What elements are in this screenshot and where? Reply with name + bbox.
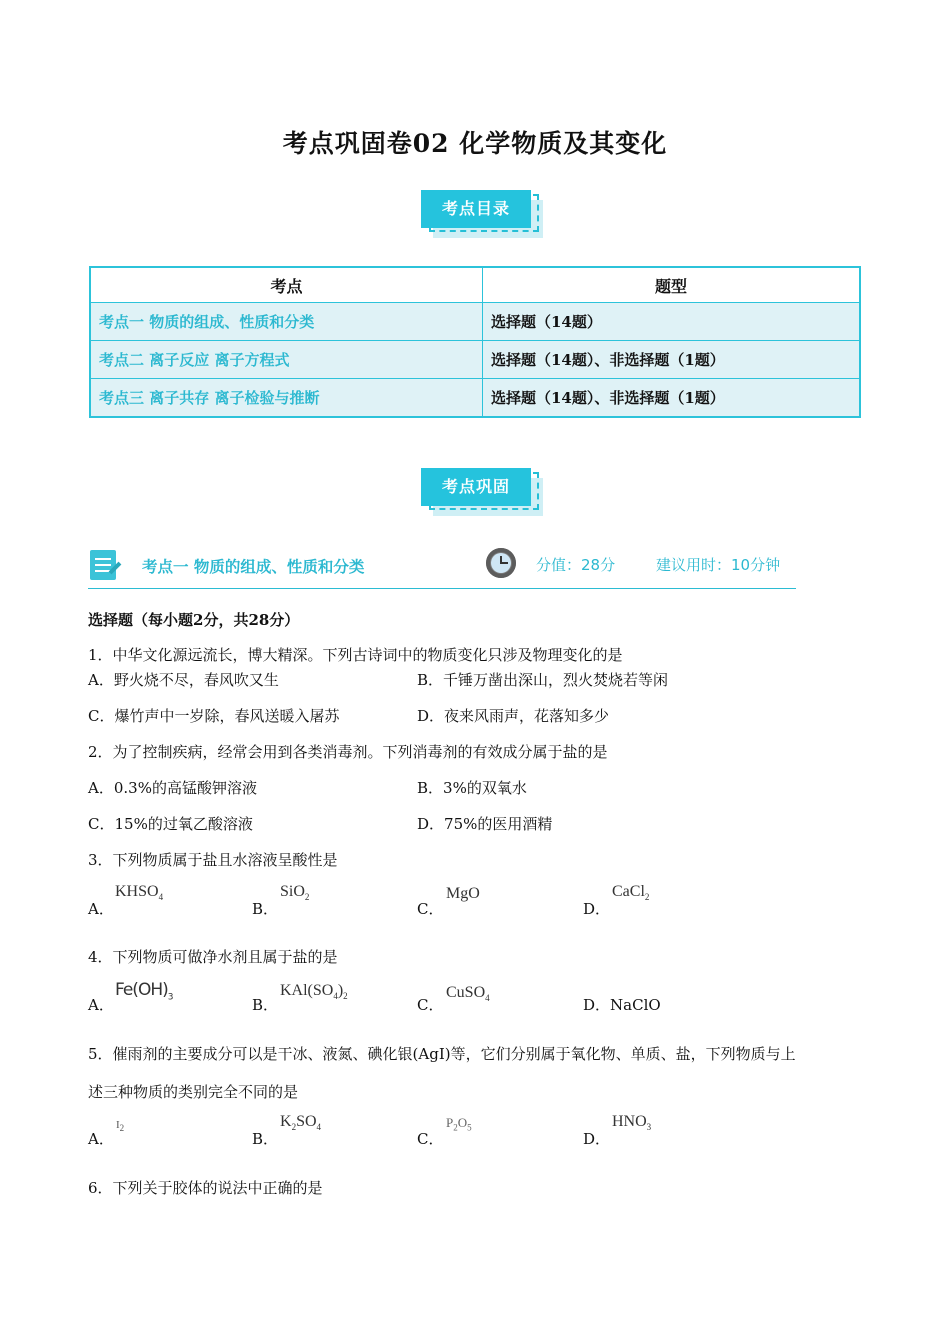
q3-formula-b: SiO$_2$ bbox=[280, 883, 310, 903]
toc-table bbox=[89, 266, 861, 418]
q1-option-d: D．夜来风雨声，花落知多少 bbox=[417, 707, 610, 725]
section-title: 考点一 物质的组成、性质和分类 bbox=[142, 557, 365, 576]
q1-option-c: C．爆竹声中一岁除，春风送暖入屠苏 bbox=[88, 707, 340, 725]
toc-type-2: 选择题（14题）、非选择题（1题） bbox=[483, 341, 861, 379]
toc-header-type: 题型 bbox=[483, 267, 861, 303]
q4-stem: 4．下列物质可做净水剂且属于盐的是 bbox=[88, 948, 338, 966]
q4-option-d: D．NaClO bbox=[583, 996, 661, 1014]
review-banner-label: 考点巩固 bbox=[421, 468, 531, 506]
document-icon bbox=[90, 550, 116, 580]
q5-option-c: C． bbox=[417, 1130, 444, 1148]
q3-option-b: B． bbox=[252, 900, 279, 918]
review-banner bbox=[421, 468, 547, 520]
toc-header-topic: 考点 bbox=[90, 267, 483, 303]
q3-stem: 3．下列物质属于盐且水溶液呈酸性是 bbox=[88, 851, 338, 869]
section-time: 建议用时：10分钟 bbox=[656, 556, 781, 574]
q5-option-b: B． bbox=[252, 1130, 279, 1148]
q4-option-a: A． bbox=[88, 996, 114, 1014]
toc-topic-1: 考点一 物质的组成、性质和分类 bbox=[90, 303, 483, 341]
q5-formula-a: $I_2$ bbox=[116, 1119, 125, 1134]
clock-icon bbox=[486, 548, 516, 578]
q2-option-c: C．15%的过氧乙酸溶液 bbox=[88, 815, 253, 833]
toc-topic-2: 考点二 离子反应 离子方程式 bbox=[90, 341, 483, 379]
q2-option-d: D．75%的医用酒精 bbox=[417, 815, 553, 833]
q3-formula-c: MgO bbox=[446, 885, 480, 902]
q3-option-d: D． bbox=[583, 900, 611, 918]
page-title: 考点巩固卷02 化学物质及其变化 bbox=[282, 129, 668, 158]
q4-formula-b: $KAl(SO_4)_2$ bbox=[280, 982, 348, 1002]
toc-topic-3: 考点三 离子共存 离子检验与推断 bbox=[90, 379, 483, 418]
q5-option-d: D． bbox=[583, 1130, 611, 1148]
q4-formula-c: CuSO$_4$ bbox=[446, 984, 490, 1004]
toc-type-3: 选择题（14题）、非选择题（1题） bbox=[483, 379, 861, 418]
toc-type-1: 选择题（14题） bbox=[483, 303, 861, 341]
q5-stem-line1: 5．催雨剂的主要成分可以是干冰、液氮、碘化银(AgI)等，它们分别属于氧化物、单质、盐，下列物质与上 bbox=[88, 1045, 796, 1063]
q1-stem: 1．中华文化源远流长，博大精深。下列古诗词中的物质变化只涉及物理变化的是 bbox=[88, 646, 623, 664]
q1-option-a: A．野火烧不尽，春风吹又生 bbox=[88, 671, 279, 689]
q3-option-c: C． bbox=[417, 900, 444, 918]
q2-stem: 2．为了控制疾病，经常会用到各类消毒剂。下列消毒剂的有效成分属于盐的是 bbox=[88, 743, 608, 761]
q3-option-a: A． bbox=[88, 900, 114, 918]
q3-formula-a: $KHSO_4$ bbox=[115, 883, 164, 903]
q2-option-a: A．0.3%的高锰酸钾溶液 bbox=[88, 779, 257, 797]
q3-formula-d: CaCl$_2$ bbox=[612, 883, 650, 903]
q5-formula-d: $HNO_3$ bbox=[612, 1113, 652, 1133]
q5-stem-line2: 述三种物质的类别完全不同的是 bbox=[88, 1083, 299, 1101]
question-section-head: 选择题（每小题2分，共28分） bbox=[88, 611, 300, 629]
q5-formula-c: $P_2O_5$ bbox=[446, 1115, 472, 1133]
q1-option-b: B．千锤万凿出深山，烈火焚烧若等闲 bbox=[417, 671, 669, 689]
section-score: 分值：28分 bbox=[536, 556, 616, 574]
q2-option-b: B．3%的双氧水 bbox=[417, 779, 527, 797]
q4-option-b: B． bbox=[252, 996, 279, 1014]
q5-option-a: A． bbox=[88, 1130, 114, 1148]
q6-stem: 6．下列关于胶体的说法中正确的是 bbox=[88, 1179, 323, 1197]
q4-formula-a: $Fe(OH)_3$ bbox=[115, 980, 173, 1003]
q5-formula-b: $K_2SO_4$ bbox=[280, 1113, 322, 1133]
toc-banner-label: 考点目录 bbox=[421, 190, 531, 228]
q4-option-c: C． bbox=[417, 996, 444, 1014]
toc-banner bbox=[421, 190, 547, 242]
